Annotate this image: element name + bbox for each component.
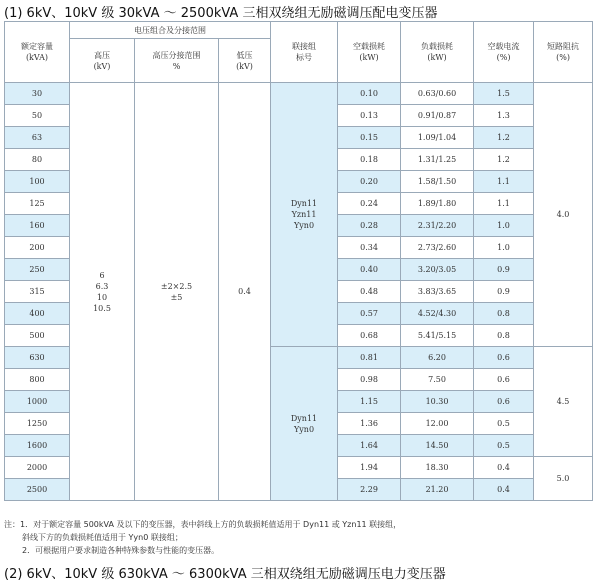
no-load-current-cell: 0.9 [474,259,534,281]
capacity-cell: 1000 [5,391,70,413]
no-load-loss-cell: 0.13 [338,105,401,127]
impedance-3-cell: 5.0 [534,457,593,501]
no-load-loss-cell: 0.98 [338,369,401,391]
no-load-loss-cell: 1.94 [338,457,401,479]
lv-value-cell: 0.4 [219,83,271,501]
no-load-loss-cell: 0.10 [338,83,401,105]
load-loss-cell: 7.50 [401,369,474,391]
no-load-loss-cell: 0.81 [338,347,401,369]
capacity-cell: 63 [5,127,70,149]
no-load-loss-cell: 0.20 [338,171,401,193]
load-loss-cell: 3.20/3.05 [401,259,474,281]
header-no-load-loss: 空载损耗 (kW) [338,22,401,83]
load-loss-cell: 21.20 [401,479,474,501]
load-loss-cell: 1.89/1.80 [401,193,474,215]
no-load-loss-cell: 0.18 [338,149,401,171]
capacity-cell: 200 [5,237,70,259]
load-loss-cell: 1.58/1.50 [401,171,474,193]
connection-group-1-cell: Dyn11 Yzn11 Yyn0 [271,83,338,347]
capacity-cell: 1250 [5,413,70,435]
capacity-cell: 50 [5,105,70,127]
no-load-loss-cell: 0.40 [338,259,401,281]
capacity-cell: 400 [5,303,70,325]
header-tap-range: 高压分接范围 % [135,39,219,83]
note-line-3: 2．可根据用户要求制造各种特殊参数与性能的变压器。 [22,546,220,555]
load-loss-cell: 12.00 [401,413,474,435]
load-loss-cell: 6.20 [401,347,474,369]
capacity-cell: 80 [5,149,70,171]
no-load-loss-cell: 1.36 [338,413,401,435]
no-load-loss-cell: 0.57 [338,303,401,325]
no-load-current-cell: 1.1 [474,171,534,193]
capacity-cell: 2000 [5,457,70,479]
capacity-cell: 30 [5,83,70,105]
header-short-circuit-impedance: 短路阻抗 (%) [534,22,593,83]
load-loss-cell: 14.50 [401,435,474,457]
no-load-current-cell: 1.2 [474,149,534,171]
transformer-spec-table [4,21,593,501]
no-load-loss-cell: 1.15 [338,391,401,413]
no-load-current-cell: 1.3 [474,105,534,127]
note-line-2: 斜线下方的负载损耗值适用于 Yyn0 联接组； [22,533,183,542]
capacity-cell: 1600 [5,435,70,457]
tap-range-cell: ±2×2.5 ±5 [135,83,219,501]
load-loss-cell: 1.31/1.25 [401,149,474,171]
load-loss-cell: 2.73/2.60 [401,237,474,259]
no-load-loss-cell: 1.64 [338,435,401,457]
no-load-current-cell: 0.4 [474,479,534,501]
no-load-current-cell: 1.2 [474,127,534,149]
header-hv: 高压 (kV) [70,39,135,83]
load-loss-cell: 0.63/0.60 [401,83,474,105]
no-load-current-cell: 1.0 [474,215,534,237]
capacity-cell: 125 [5,193,70,215]
header-load-loss: 负载损耗 (kW) [401,22,474,83]
capacity-cell: 250 [5,259,70,281]
table-notes [4,518,401,557]
no-load-loss-cell: 0.34 [338,237,401,259]
load-loss-cell: 18.30 [401,457,474,479]
hv-values-cell: 6 6.3 10 10.5 [70,83,135,501]
capacity-cell: 315 [5,281,70,303]
no-load-current-cell: 0.5 [474,435,534,457]
capacity-cell: 2500 [5,479,70,501]
table-row [5,83,593,105]
no-load-current-cell: 1.5 [474,83,534,105]
load-loss-cell: 4.52/4.30 [401,303,474,325]
load-loss-cell: 0.91/0.87 [401,105,474,127]
capacity-cell: 500 [5,325,70,347]
capacity-cell: 100 [5,171,70,193]
load-loss-cell: 5.41/5.15 [401,325,474,347]
header-rated-capacity: 额定容量 (kVA) [5,22,70,83]
note-line-1: 注：1．对于额定容量 500kVA 及以下的变压器，表中斜线上方的负载损耗值适用于 Dyn11 或 Yzn11 联接组， [4,520,402,529]
no-load-current-cell: 0.5 [474,413,534,435]
no-load-current-cell: 0.9 [474,281,534,303]
no-load-current-cell: 0.4 [474,457,534,479]
no-load-loss-cell: 2.29 [338,479,401,501]
table-title: (1) 6kV、10kV 级 30kVA ～ 2500kVA 三相双绕组无励磁调压配电变压器 [4,6,438,21]
no-load-current-cell: 1.0 [474,237,534,259]
no-load-current-cell: 1.1 [474,193,534,215]
no-load-loss-cell: 0.24 [338,193,401,215]
impedance-1-cell: 4.0 [534,83,593,347]
no-load-current-cell: 0.6 [474,369,534,391]
no-load-current-cell: 0.6 [474,391,534,413]
no-load-current-cell: 0.8 [474,325,534,347]
no-load-current-cell: 0.8 [474,303,534,325]
impedance-2-cell: 4.5 [534,347,593,457]
header-voltage-group: 电压组合及分接范围 [70,22,271,39]
connection-group-2-cell: Dyn11 Yyn0 [271,347,338,501]
header-connection-group: 联接组 标号 [271,22,338,83]
load-loss-cell: 3.83/3.65 [401,281,474,303]
capacity-cell: 630 [5,347,70,369]
capacity-cell: 160 [5,215,70,237]
header-no-load-current: 空载电流 (%) [474,22,534,83]
no-load-loss-cell: 0.15 [338,127,401,149]
next-table-title: (2) 6kV、10kV 级 630kVA ～ 6300kVA 三相双绕组无励磁调压电力变压器 [4,567,446,582]
load-loss-cell: 2.31/2.20 [401,215,474,237]
load-loss-cell: 10.30 [401,391,474,413]
header-lv: 低压 (kV) [219,39,271,83]
no-load-current-cell: 0.6 [474,347,534,369]
no-load-loss-cell: 0.68 [338,325,401,347]
no-load-loss-cell: 0.28 [338,215,401,237]
capacity-cell: 800 [5,369,70,391]
load-loss-cell: 1.09/1.04 [401,127,474,149]
no-load-loss-cell: 0.48 [338,281,401,303]
